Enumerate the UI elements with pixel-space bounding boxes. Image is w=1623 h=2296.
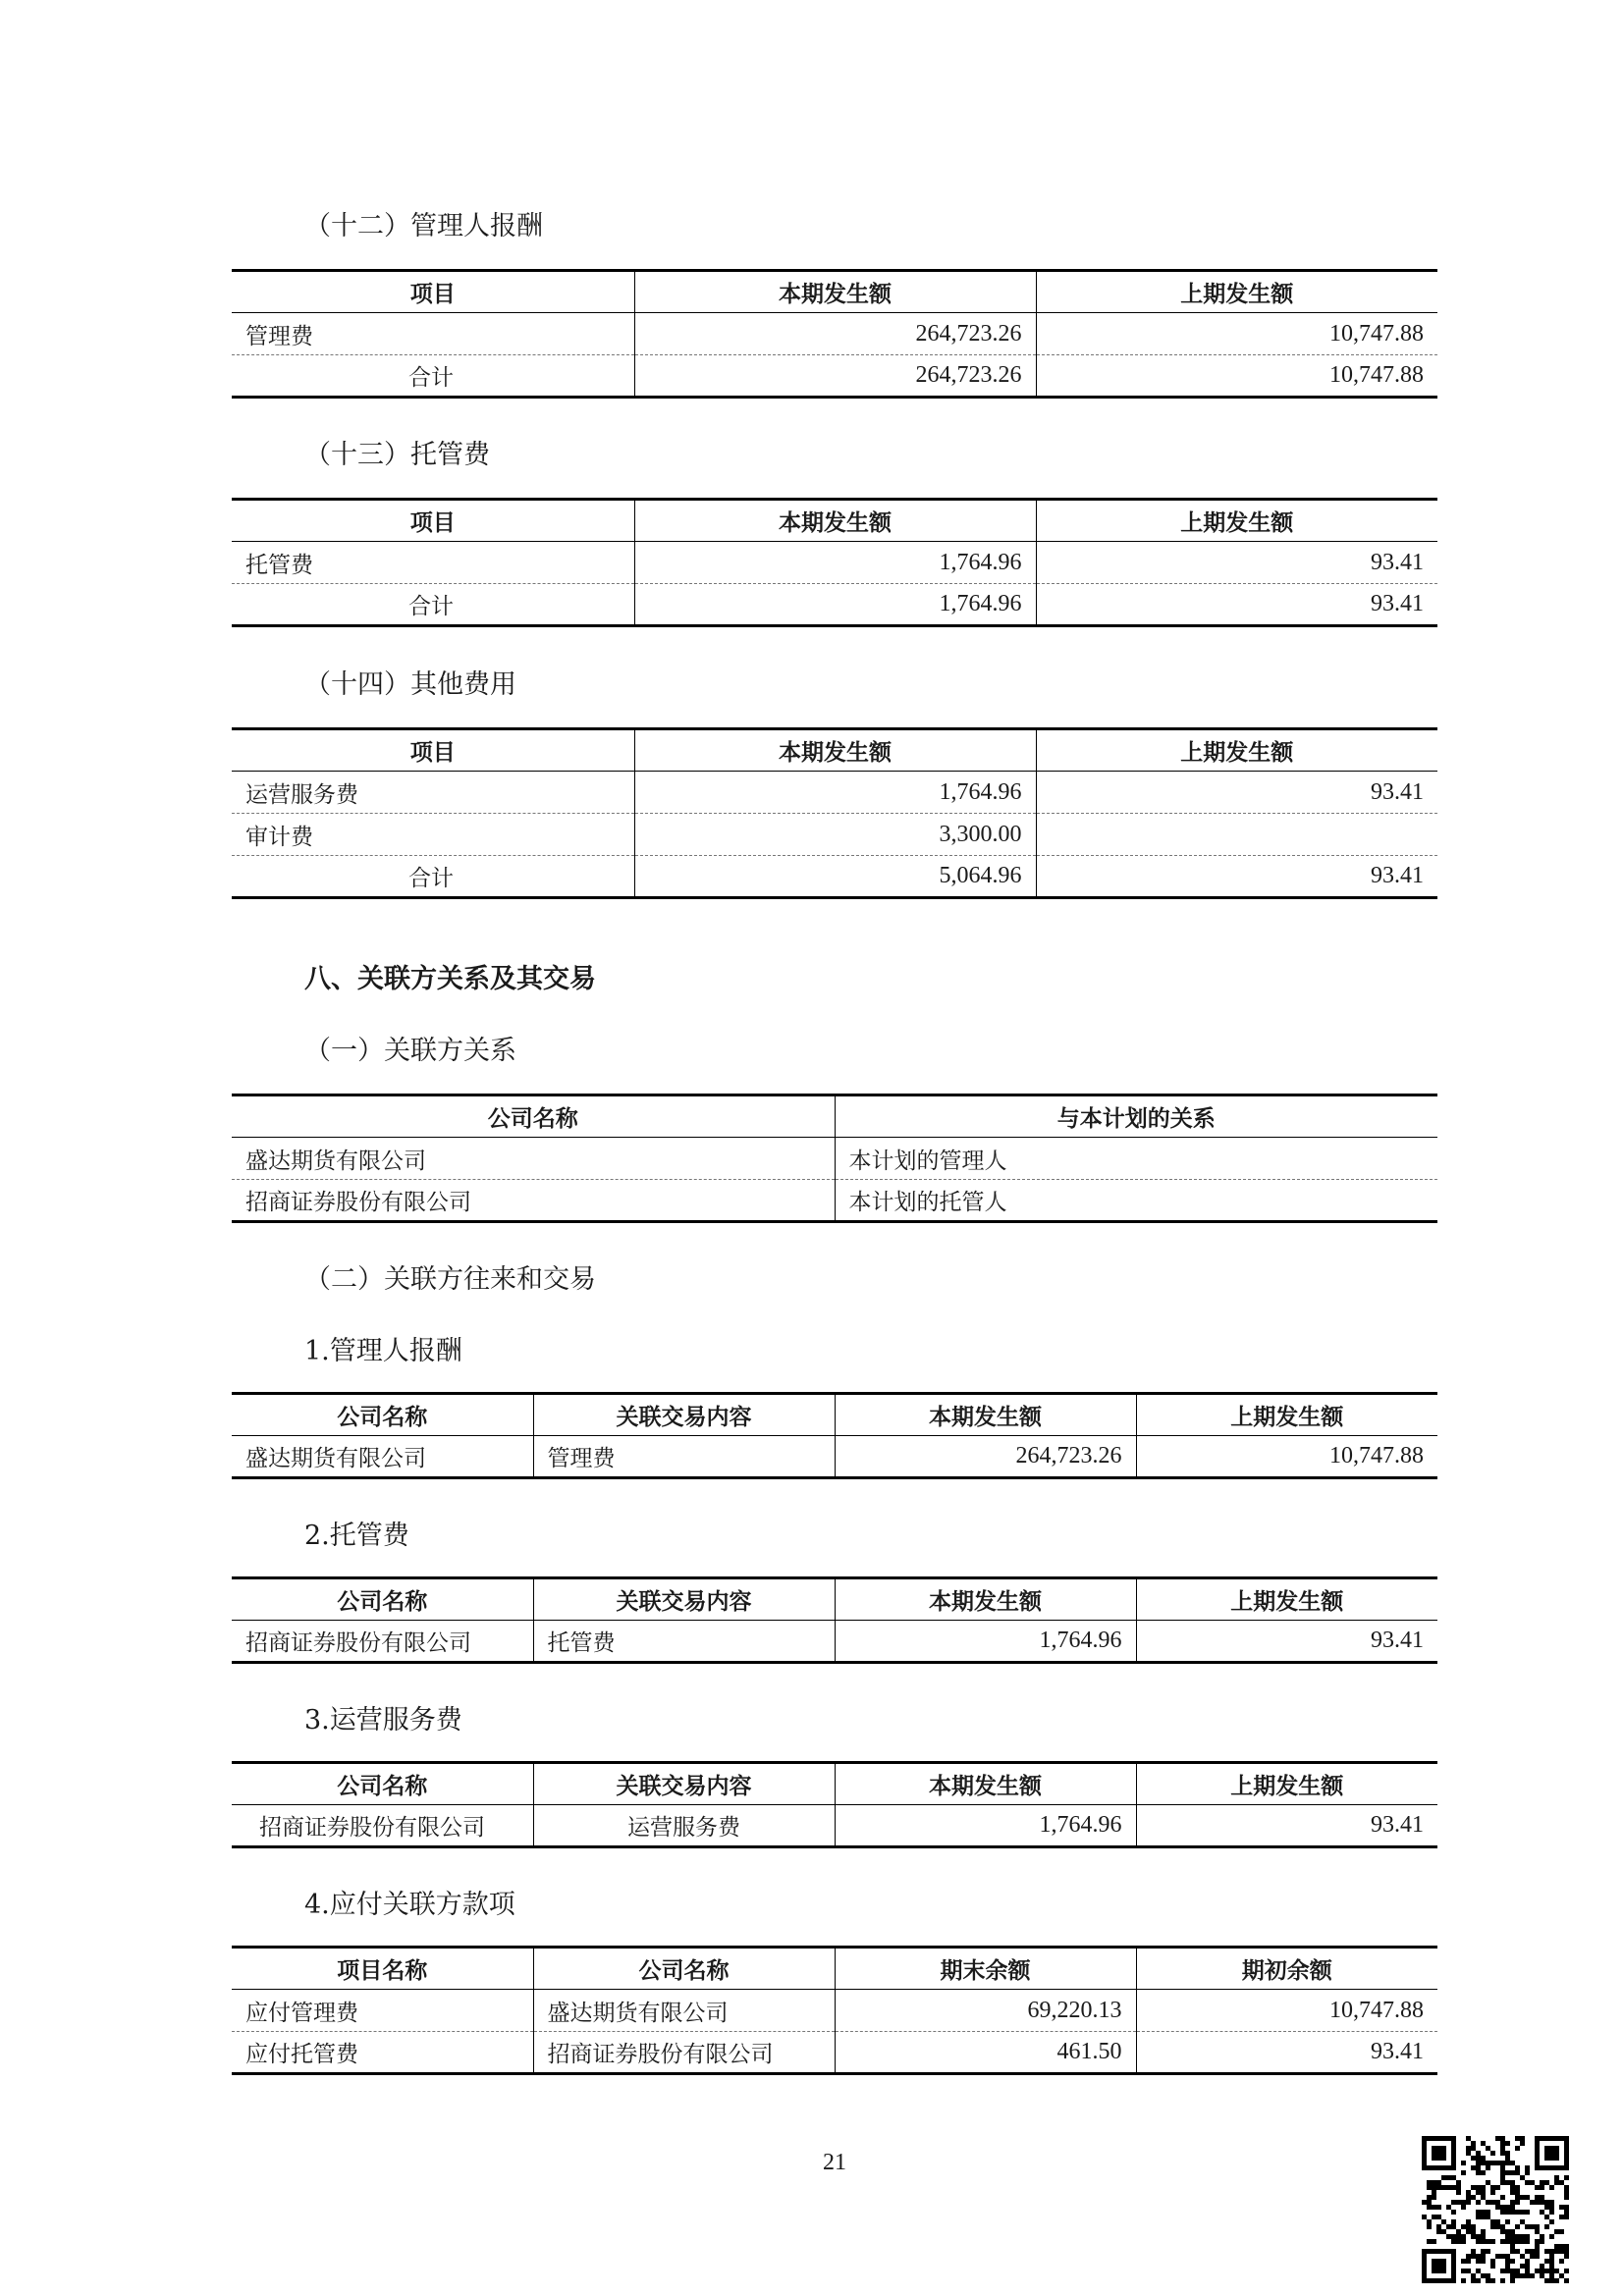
col-header: 本期发生额 [634,271,1036,313]
previous-amount: 93.41 [1136,1805,1437,1847]
col-header: 上期发生额 [1036,271,1437,313]
opening-balance: 10,747.88 [1136,1990,1437,2032]
col-header: 公司名称 [232,1394,533,1436]
row-label: 托管费 [232,542,634,584]
page-number: 21 [823,2150,846,2175]
section-title-custody-fee: （十三）托管费 [304,440,490,470]
table-row [232,1621,1437,1663]
related-custody-fee-table [232,1576,1437,1664]
previous-amount: 93.41 [1036,584,1437,626]
col-header: 项目 [232,729,634,772]
related-party-table [232,1094,1437,1223]
previous-amount: 93.41 [1036,856,1437,898]
transaction-content: 管理费 [533,1436,835,1478]
table-row [232,772,1437,814]
closing-balance: 69,220.13 [835,1990,1136,2032]
table-row [232,1805,1437,1847]
relationship: 本计划的托管人 [835,1180,1437,1222]
subsection-title-payables: 4.应付关联方款项 [304,1890,515,1920]
current-amount: 264,723.26 [634,313,1036,355]
col-header: 期末余额 [835,1948,1136,1990]
section-title-other-expenses: （十四）其他费用 [304,669,516,700]
row-label: 运营服务费 [232,772,634,814]
current-amount: 1,764.96 [634,542,1036,584]
col-header: 项目 [232,271,634,313]
col-header: 公司名称 [533,1948,835,1990]
table-row [232,1436,1437,1478]
relationship: 本计划的管理人 [835,1138,1437,1180]
current-amount: 264,723.26 [634,355,1036,398]
col-header: 本期发生额 [835,1763,1136,1805]
table-row [232,1138,1437,1180]
manager-fee-table [232,269,1437,399]
company-name: 招商证券股份有限公司 [232,1621,533,1663]
row-label: 管理费 [232,313,634,355]
company-name: 招商证券股份有限公司 [232,1180,835,1222]
table-row [232,2032,1437,2074]
item-name: 应付管理费 [232,1990,533,2032]
table-row [232,1180,1437,1222]
total-row [232,856,1437,898]
col-header: 关联交易内容 [533,1394,835,1436]
col-header: 本期发生额 [835,1578,1136,1621]
previous-amount: 10,747.88 [1036,313,1437,355]
table-row [232,1990,1437,2032]
col-header: 关联交易内容 [533,1578,835,1621]
section-title-related-relationship: （一）关联方关系 [304,1036,516,1066]
item-name: 应付托管费 [232,2032,533,2074]
previous-amount: 93.41 [1136,1621,1437,1663]
table-row [232,542,1437,584]
related-operation-fee-table [232,1761,1437,1848]
current-amount: 264,723.26 [835,1436,1136,1478]
col-header: 项目 [232,500,634,542]
col-header: 上期发生额 [1136,1763,1437,1805]
chapter-title-related-parties: 八、关联方关系及其交易 [304,964,596,994]
current-amount: 1,764.96 [634,584,1036,626]
col-header: 本期发生额 [634,500,1036,542]
closing-balance: 461.50 [835,2032,1136,2074]
col-header: 公司名称 [232,1578,533,1621]
row-label: 合计 [232,355,634,398]
col-header: 本期发生额 [835,1394,1136,1436]
subsection-title-custody-fee: 2.托管费 [304,1521,409,1551]
col-header: 公司名称 [232,1763,533,1805]
previous-amount: 93.41 [1036,772,1437,814]
col-header: 关联交易内容 [533,1763,835,1805]
table-row [232,814,1437,856]
subsection-title-operation-fee: 3.运营服务费 [304,1705,462,1735]
row-label: 合计 [232,856,634,898]
previous-amount: 93.41 [1036,542,1437,584]
other-expenses-table [232,727,1437,899]
col-header: 上期发生额 [1036,729,1437,772]
col-header: 上期发生额 [1036,500,1437,542]
company-name: 盛达期货有限公司 [232,1436,533,1478]
total-row [232,355,1437,398]
current-amount: 1,764.96 [634,772,1036,814]
row-label: 合计 [232,584,634,626]
transaction-content: 运营服务费 [533,1805,835,1847]
col-header: 上期发生额 [1136,1578,1437,1621]
col-header: 与本计划的关系 [835,1095,1437,1138]
qr-code-icon [1422,2136,1569,2283]
table-row [232,313,1437,355]
related-payables-table [232,1946,1437,2075]
custody-fee-table [232,498,1437,627]
current-amount: 3,300.00 [634,814,1036,856]
previous-amount [1036,814,1437,856]
col-header: 上期发生额 [1136,1394,1437,1436]
section-title-manager-fee: （十二）管理人报酬 [304,211,543,241]
current-amount: 5,064.96 [634,856,1036,898]
current-amount: 1,764.96 [835,1621,1136,1663]
col-header: 期初余额 [1136,1948,1437,1990]
related-manager-fee-table [232,1392,1437,1479]
section-title-related-transactions: （二）关联方往来和交易 [304,1264,596,1295]
row-label: 审计费 [232,814,634,856]
col-header: 本期发生额 [634,729,1036,772]
col-header: 项目名称 [232,1948,533,1990]
col-header: 公司名称 [232,1095,835,1138]
transaction-content: 托管费 [533,1621,835,1663]
company-name: 盛达期货有限公司 [533,1990,835,2032]
company-name: 盛达期货有限公司 [232,1138,835,1180]
current-amount: 1,764.96 [835,1805,1136,1847]
previous-amount: 10,747.88 [1036,355,1437,398]
subsection-title-manager-fee: 1.管理人报酬 [304,1336,462,1366]
opening-balance: 93.41 [1136,2032,1437,2074]
company-name: 招商证券股份有限公司 [533,2032,835,2074]
previous-amount: 10,747.88 [1136,1436,1437,1478]
total-row [232,584,1437,626]
company-name: 招商证券股份有限公司 [232,1805,533,1847]
